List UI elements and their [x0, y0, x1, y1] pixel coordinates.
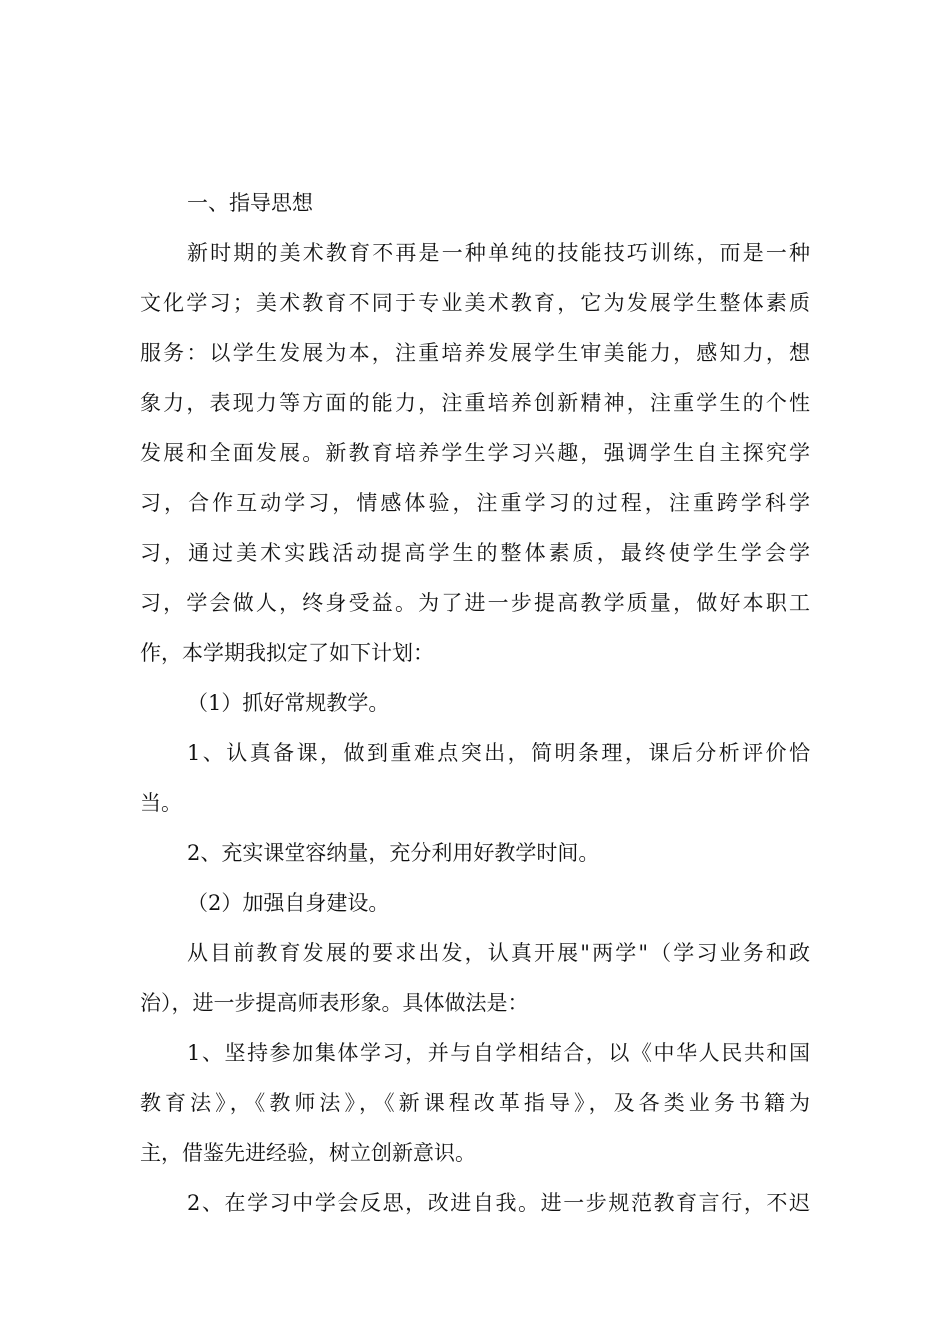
paragraph-guiding-thought	[140, 228, 810, 678]
section-heading: 一、指导思想	[187, 191, 313, 215]
list-item-lesson-prep	[140, 728, 810, 828]
paragraph-line: 习，学会做人，终身受益。为了进一步提高教学质量，做好本职工	[140, 591, 810, 615]
paragraph-line: 服务：以学生发展为本，注重培养发展学生审美能力，感知力，想	[140, 341, 810, 365]
paragraph-line: 作，本学期我拟定了如下计划：	[140, 641, 434, 665]
paragraph-line: 从目前教育发展的要求出发，认真开展"两学"（学习业务和政	[187, 941, 810, 965]
paragraph-line: 习，合作互动学习，情感体验，注重学习的过程，注重跨学科学	[140, 491, 810, 515]
paragraph-line: 习，通过美术实践活动提高学生的整体素质，最终使学生学会学	[140, 541, 810, 565]
list-item-class-time: 2、充实课堂容纳量，充分利用好教学时间。	[187, 841, 600, 865]
paragraph-line: 文化学习；美术教育不同于专业美术教育，它为发展学生整体素质	[140, 291, 810, 315]
paragraph-line: 新时期的美术教育不再是一种单纯的技能技巧训练，而是一种	[187, 241, 810, 265]
list-item-line: 1、认真备课，做到重难点突出，简明条理，课后分析评价恰	[187, 741, 810, 765]
paragraph-line: 发展和全面发展。新教育培养学生学习兴趣，强调学生自主探究学	[140, 441, 810, 465]
list-item-line: 教育法》，《教师法》，《新课程改革指导》，及各类业务书籍为	[140, 1091, 810, 1115]
list-item-line: 当。	[140, 791, 182, 815]
document-body	[140, 178, 810, 1228]
subsection-title-self-development: （2）加强自身建设。	[187, 891, 390, 915]
list-item-line: 2、在学习中学会反思，改进自我。进一步规范教育言行，不迟	[187, 1191, 810, 1215]
paragraph-line: 治），进一步提高师表形象。具体做法是：	[140, 991, 529, 1015]
paragraph-line: 象力，表现力等方面的能力，注重培养创新精神，注重学生的个性	[140, 391, 810, 415]
list-item-line: 1、坚持参加集体学习，并与自学相结合，以《中华人民共和国	[187, 1041, 810, 1065]
paragraph-two-studies	[140, 928, 810, 1028]
list-item-line: 主，借鉴先进经验，树立创新意识。	[140, 1141, 476, 1165]
list-item-reflection	[140, 1178, 810, 1228]
list-item-collective-study	[140, 1028, 810, 1178]
subsection-title-routine-teaching: （1）抓好常规教学。	[187, 691, 390, 715]
